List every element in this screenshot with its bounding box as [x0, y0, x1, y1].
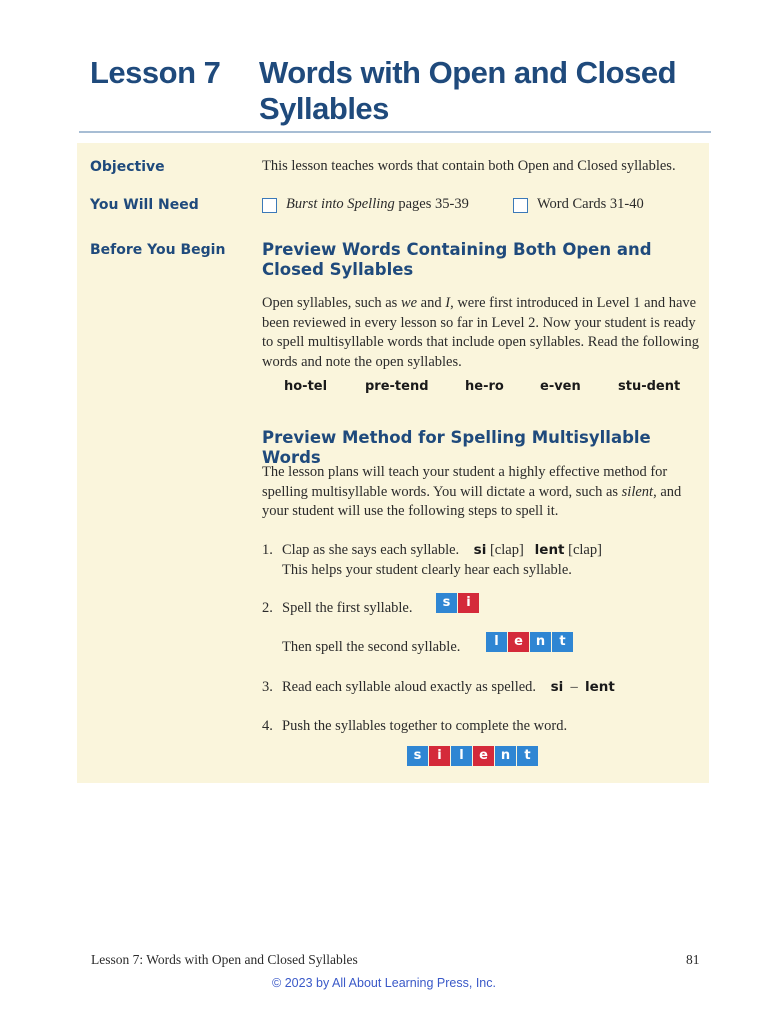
method-paragraph: The lesson plans will teach your student a highly effective method for spelling multisyllable words. You will dictate a word, such as silent, and your student will use the following steps to spell it. [262, 464, 682, 519]
letter-tile: l [486, 632, 507, 652]
need-item-word-cards: Word Cards 31-40 [537, 196, 644, 212]
letter-tile: s [436, 593, 457, 613]
first-syllable-tiles [436, 593, 479, 613]
letter-tile: n [530, 632, 551, 652]
syllable-si: si [473, 542, 487, 558]
preview-word: e-ven [540, 379, 581, 394]
objective-text: This lesson teaches words that contain both Open and Closed syllables. [262, 158, 676, 174]
second-syllable-tiles [486, 632, 573, 652]
you-will-need-label: You Will Need [90, 197, 199, 213]
book-title: Burst into Spelling [286, 196, 395, 212]
letter-tile: l [451, 746, 472, 766]
lesson-number: Lesson 7 [90, 55, 221, 90]
preview-words-heading: Preview Words Containing Both Open and Closed Syllables [262, 240, 652, 279]
letter-tile: i [458, 593, 479, 613]
preview-method-heading: Preview Method for Spelling Multisyllable Words [262, 428, 651, 467]
letter-tile: i [429, 746, 450, 766]
syllable-lent: lent [534, 542, 565, 558]
letter-tile: s [407, 746, 428, 766]
letter-tile: t [552, 632, 573, 652]
lesson-title: Words with Open and Closed Syllables [259, 55, 677, 126]
preview-word: pre-tend [365, 379, 429, 394]
letter-tile: e [508, 632, 529, 652]
preview-word: he-ro [465, 379, 504, 394]
letter-tile: t [517, 746, 538, 766]
word-tiles [407, 746, 538, 766]
copyright: © 2023 by All About Learning Press, Inc. [272, 976, 496, 990]
need-item-book [286, 196, 469, 213]
word-cards-checkbox[interactable] [513, 198, 528, 213]
book-pages: pages 35-39 [398, 196, 469, 212]
letter-tile: n [495, 746, 516, 766]
footer-title: Lesson 7: Words with Open and Closed Syllables [91, 952, 358, 967]
preview-word: stu-dent [618, 379, 681, 394]
before-you-begin-label: Before You Begin [90, 242, 226, 258]
burst-into-spelling-checkbox[interactable] [262, 198, 277, 213]
page-number: 81 [686, 952, 700, 967]
open-syllables-paragraph: Open syllables, such as we and I, were first introduced in Level 1 and have been reviewed in every lesson so far in Level 2. Now your student is ready to spell multisyllable words that include open syllables. Read the following words and note the open syllables. [262, 295, 699, 370]
objective-label: Objective [90, 159, 165, 175]
header-divider [79, 131, 711, 133]
letter-tile: e [473, 746, 494, 766]
preview-word: ho-tel [284, 379, 328, 394]
